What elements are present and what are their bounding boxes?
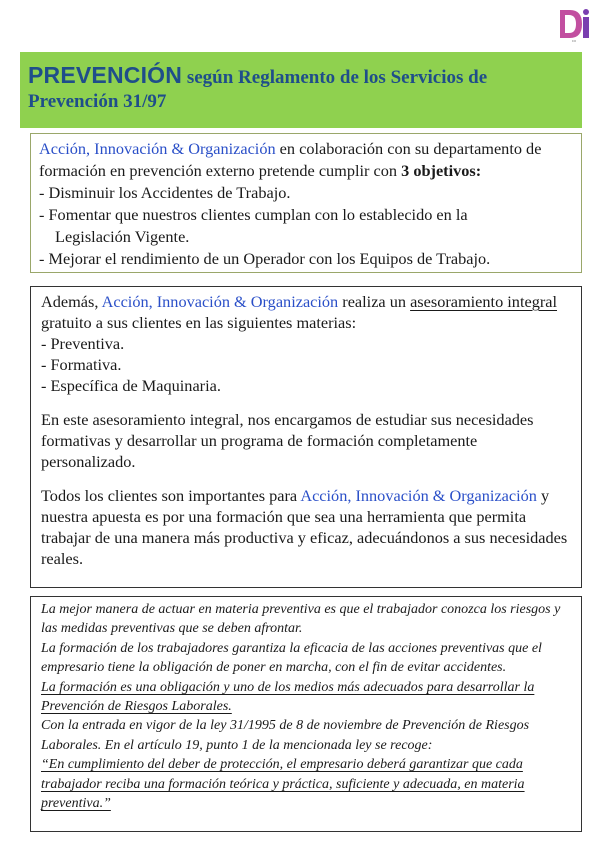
advice-text: Todos los clientes son importantes para — [41, 486, 301, 505]
law-quote: “En cumplimiento del deber de protección, el empresario deberá garantizar que cada trabajador reciba una formación teórica y práctica, suficiente y adecuada, en materia preventiva.” — [41, 757, 525, 812]
objectives-box — [30, 133, 582, 273]
advice-text: y nuestra apuesta es por una formación que sea una herramienta que permita trabajar de una manera más productiva y eficaz, adecuándonos a sus necesidades reales. — [41, 486, 568, 568]
logo-icon — [556, 4, 592, 44]
objectives-count: 3 objetivos: — [401, 161, 482, 180]
law-paragraph: Con la entrada en vigor de la ley 31/1995 de 8 de noviembre de Prevención de Riesgos Laborales. En el artículo 19, punto 1 de la mencionada ley se recoge: — [41, 718, 530, 753]
page-header — [20, 52, 582, 128]
logo-text: DI — [572, 39, 576, 43]
law-paragraph: La formación de los trabajadores garantiza la eficacia de las acciones preventivas que el empresario tiene la obligación de poner en marcha, con el fin de evitar accidentes. — [41, 640, 542, 676]
advice-box — [30, 286, 582, 588]
objective-item: - Mejorar el rendimiento de un Operador con los Equipos de Trabajo. — [39, 249, 491, 268]
advice-item: - Formativa. — [41, 355, 122, 374]
law-box — [30, 596, 582, 832]
advice-text: gratuito a sus clientes en las siguientes materias: — [41, 313, 357, 332]
underlined-text: asesoramiento integral — [410, 292, 558, 311]
advice-paragraph — [41, 485, 571, 569]
advice-item: - Preventiva. — [41, 334, 125, 353]
advice-paragraph: En este asesoramiento integral, nos encargamos de estudiar sus necesidades formativas y desarrollar un programa de formación completamente personalizado. — [41, 410, 534, 471]
header-title-big: PREVENCIÓN — [28, 62, 183, 88]
advice-intro — [41, 291, 571, 333]
advice-text: Además, — [41, 292, 102, 311]
objective-item: - Disminuir los Accidentes de Trabajo. — [39, 183, 291, 202]
header-title-line2: Prevención 31/97 — [28, 91, 167, 112]
brand-name: Acción, Innovación & Organización — [39, 139, 276, 158]
law-paragraph: La mejor manera de actuar en materia preventiva es que el trabajador conozca los riesgos y las medidas preventivas que se deben afrontar. — [41, 602, 561, 637]
law-paragraph-underlined: La formación es una obligación y uno de los medios más adecuados para desarrollar la Prevención de Riesgos Laborales. — [41, 679, 535, 715]
objective-item-cont: Legislación Vigente. — [55, 227, 190, 246]
header-title-rest: según Reglamento de los Servicios de — [182, 67, 488, 88]
brand-name: Acción, Innovación & Organización — [101, 292, 339, 311]
objective-item: - Fomentar que nuestros clientes cumplan con lo establecido en la — [39, 205, 468, 224]
brand-name: Acción, Innovación & Organización — [300, 486, 537, 505]
advice-item: - Específica de Maquinaria. — [41, 376, 221, 395]
advice-text: realiza un — [338, 292, 411, 311]
objectives-intro: en colaboración con su departamento de formación en prevención externo pretende cumplir con — [39, 139, 542, 180]
